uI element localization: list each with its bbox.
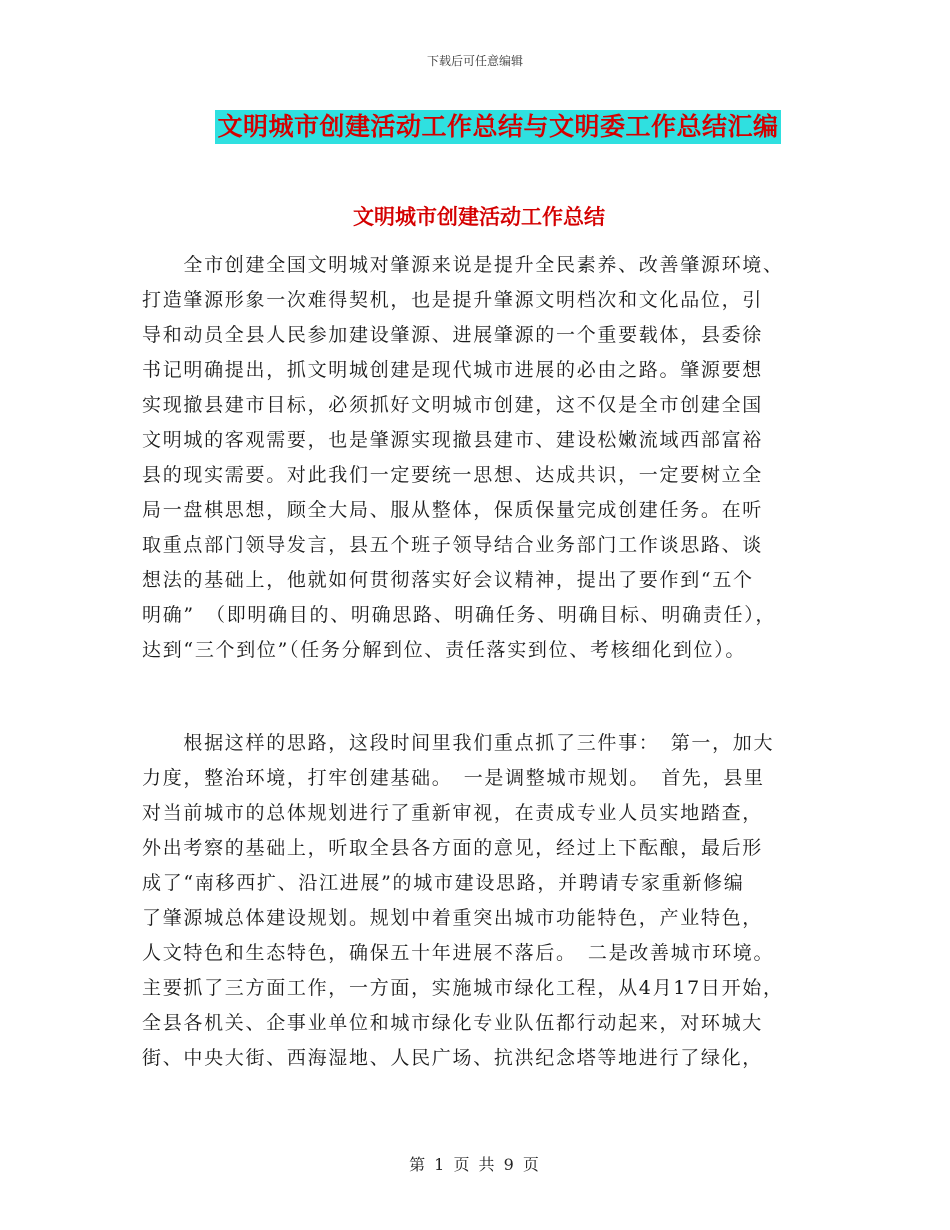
- paragraph-1: [142, 248, 814, 668]
- paragraph-line: 导和动员全县人民参加建设肇源、进展肇源的一个重要载体，县委徐: [142, 324, 764, 346]
- document-title-wrap: [0, 110, 950, 144]
- paragraph-line: 全市创建全国文明城对肇源来说是提升全民素养、改善肇源环境、: [142, 254, 784, 276]
- paragraph-line: 县的现实需要。对此我们一定要统一思想、达成共识，一定要树立全: [142, 464, 764, 486]
- paragraph-line: 主要抓了三方面工作，一方面，实施城市绿化工程，从4月17日开始，: [142, 977, 784, 999]
- paragraph-line: 书记明确提出，抓文明城创建是现代城市进展的必由之路。肇源要想: [142, 359, 764, 381]
- paragraph-line: 全县各机关、企事业单位和城市绿化专业队伍都行动起来，对环城大: [142, 1012, 764, 1034]
- page-number-footer: 第 1 页 共 9 页: [409, 1155, 541, 1174]
- paragraph-line: 外出考察的基础上，听取全县各方面的意见，经过上下酝酿，最后形: [142, 837, 764, 859]
- header-note: 下载后可任意编辑: [426, 54, 523, 68]
- paragraph-line: 达到“三个到位”（任务分解到位、责任落实到位、考核细化到位）。: [142, 639, 747, 661]
- paragraph-line: 文明城的客观需要，也是肇源实现撤县建市、建设松嫩流域西部富裕: [142, 429, 764, 451]
- paragraph-line: 成了“南移西扩、沿江进展”的城市建设思路，并聘请专家重新修编: [142, 872, 745, 894]
- paragraph-line: 力度，整治环境，打牢创建基础。 一是调整城市规划。 首先，县里: [142, 767, 765, 789]
- paragraph-line: 局一盘棋思想，顾全大局、服从整体，保质保量完成创建任务。在听: [142, 499, 764, 521]
- paragraph-line: 根据这样的思路，这段时间里我们重点抓了三件事： 第一，加大: [142, 732, 775, 754]
- paragraph-line: 打造肇源形象一次难得契机，也是提升肇源文明档次和文化品位，引: [142, 289, 764, 311]
- paragraph-line: 了肇源城总体建设规划。规划中着重突出城市功能特色，产业特色，: [142, 907, 764, 929]
- paragraph-line: 对当前城市的总体规划进行了重新审视，在责成专业人员实地踏查，: [142, 802, 764, 824]
- document-title: 文明城市创建活动工作总结与文明委工作总结汇编: [215, 110, 780, 144]
- paragraph-line: 实现撤县建市目标，必须抓好文明城市创建，这不仅是全市创建全国: [142, 394, 764, 416]
- paragraph-line: 人文特色和生态特色，确保五十年进展不落后。 二是改善城市环境。: [142, 942, 775, 964]
- paragraph-line: 明确” （即明确目的、明确思路、明确任务、明确目标、明确责任），: [142, 604, 777, 626]
- paragraph-line: 街、中央大街、西海湿地、人民广场、抗洪纪念塔等地进行了绿化，: [142, 1047, 764, 1069]
- paragraph-line: 取重点部门领导发言，县五个班子领导结合业务部门工作谈思路、谈: [142, 534, 764, 556]
- paragraph-line: 想法的基础上，他就如何贯彻落实好会议精神，提出了要作到“五个: [142, 569, 754, 591]
- section-title: 文明城市创建活动工作总结: [353, 204, 605, 229]
- paragraph-2: [142, 726, 814, 1076]
